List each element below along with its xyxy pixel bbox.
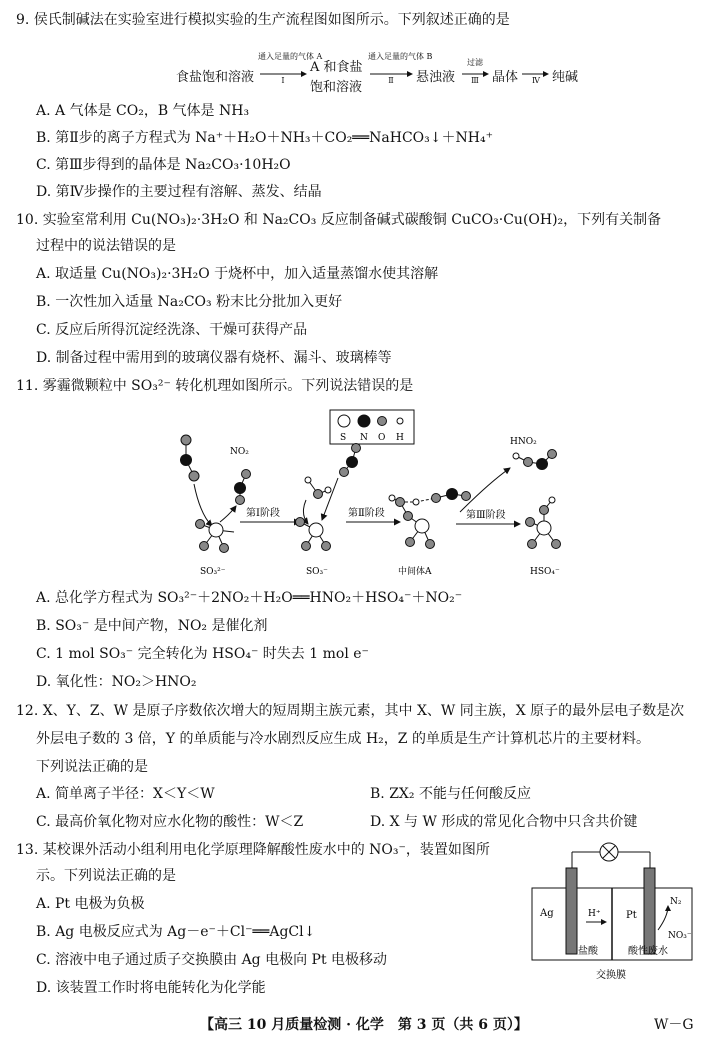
- q12-stem-line2: 外层电子数的 3 倍，Y 的单质能与冷水剧烈反应生成 H₂，Z 的单质是生产计算机芯片的主要材料。: [36, 731, 650, 747]
- label-hso4: HSO₄⁻: [530, 567, 560, 577]
- q11-option-d: D. 氧化性：NO₂＞HNO₂: [36, 674, 197, 690]
- q9-stem: 9. 侯氏制碱法在实验室进行模拟实验的生产流程图如图所示。下列叙述正确的是: [16, 12, 510, 28]
- flow-mid3: 晶体: [492, 70, 519, 85]
- q11-mechanism-diagram: [160, 404, 580, 580]
- flow-arrow3-label: 过滤: [467, 58, 483, 67]
- q9-option-b: B. 第Ⅱ步的离子方程式为 Na⁺＋H₂O＋NH₃＋CO₂══NaHCO₃↓＋NH₄⁺: [36, 130, 493, 146]
- q10-option-d: D. 制备过程中需用到的玻璃仪器有烧杯、漏斗、玻璃棒等: [36, 350, 392, 366]
- flow-mid1-bottom: 饱和溶液: [310, 80, 363, 95]
- legend-h-circle: [397, 418, 403, 424]
- label-stage3: 第Ⅲ阶段: [466, 510, 506, 521]
- q9-option-d: D. 第Ⅳ步操作的主要过程有溶解、蒸发、结晶: [36, 184, 322, 200]
- q11-stem: 11. 雾霾微颗粒中 SO₃²⁻ 转化机理如图所示。下列说法错误的是: [16, 378, 414, 394]
- label-hno2: HNO₂: [510, 437, 537, 447]
- flow-arrows: [176, 52, 579, 100]
- q11-option-b: B. SO₃⁻ 是中间产物，NO₂ 是催化剂: [36, 618, 268, 634]
- legend-h-label: H: [396, 433, 404, 443]
- flow-end: 纯碱: [552, 70, 579, 85]
- legend-n-label: N: [360, 433, 368, 443]
- label-so3-radical: SO₃⁻: [306, 567, 328, 577]
- flow-arrow2-label: 通入足量的气体 B: [368, 52, 433, 61]
- q10-option-b: B. 一次性加入适量 Na₂CO₃ 粉末比分批加入更好: [36, 294, 343, 310]
- no2-molecule-left: [180, 435, 199, 481]
- q13-cell-diagram: [528, 838, 704, 988]
- q10-stem-line1: 10. 实验室常利用 Cu(NO₃)₂·3H₂O 和 Na₂CO₃ 反应制备碱式碳酸铜 CuCO₃·Cu(OH)₂，下列有关制备: [16, 212, 662, 228]
- legend-s-circle: [338, 415, 350, 427]
- label-ag: Ag: [540, 908, 554, 919]
- q10-option-a: A. 取适量 Cu(NO₃)₂·3H₂O 于烧杯中，加入适量蒸馏水使其溶解: [36, 266, 439, 282]
- q10-stem-line2: 过程中的说法错误的是: [36, 238, 176, 254]
- no2-molecule-mid: [340, 444, 361, 477]
- bulb-icon: [600, 843, 618, 861]
- q13-option-c: C. 溶液中电子通过质子交换膜由 Ag 电极向 Pt 电极移动: [36, 952, 388, 968]
- so3-radical-structure: [296, 518, 331, 551]
- label-left-solution: 盐酸: [578, 946, 598, 957]
- q12-stem-line1: 12. X、Y、Z、W 是原子序数依次增大的短周期主族元素，其中 X、W 同主族，X 原子的最外层电子数是次: [16, 703, 685, 719]
- label-no2: NO₂: [230, 447, 249, 457]
- label-intermediate-a: 中间体A: [398, 567, 432, 577]
- label-pt: Pt: [626, 910, 637, 921]
- legend-box: [330, 410, 414, 444]
- q13-option-d: D. 该装置工作时将电能转化为化学能: [36, 980, 266, 996]
- footer-right: W－G: [654, 1017, 694, 1033]
- pt-electrode: [644, 868, 655, 954]
- q11-option-a: A. 总化学方程式为 SO₃²⁻＋2NO₂＋H₂O══HNO₂＋HSO₄⁻＋NO₂⁻: [36, 590, 463, 606]
- label-no3: NO₃⁻: [668, 931, 692, 941]
- q12-option-b: B. ZX₂ 不能与任何酸反应: [370, 786, 531, 802]
- hso4-structure: [526, 497, 561, 549]
- footer-center: 【高三 10 月质量检测 · 化学 第 3 页（共 6 页）】: [200, 1017, 528, 1033]
- legend-o-label: O: [378, 433, 386, 443]
- q12-option-c: C. 最高价氧化物对应水化物的酸性：W＜Z: [36, 814, 304, 830]
- flow-arrow1-label: 通入足量的气体 A: [258, 52, 323, 61]
- so3-2-structure: [196, 520, 235, 553]
- oh-molecule: [305, 477, 331, 499]
- flow-start: 食盐饱和溶液: [176, 70, 255, 85]
- q11-option-c: C. 1 mol SO₃⁻ 完全转化为 HSO₄⁻ 时失去 1 mol e⁻: [36, 646, 369, 662]
- flow-arrow1-step: Ⅰ: [281, 76, 285, 85]
- label-n2: N₂: [670, 897, 682, 907]
- label-stage1: 第Ⅰ阶段: [246, 508, 280, 519]
- flow-mid2: 悬浊液: [416, 70, 456, 85]
- label-membrane: 交换膜: [596, 970, 626, 981]
- ag-electrode: [566, 868, 577, 954]
- q12-option-d: D. X 与 W 形成的常见化合物中只含共价键: [370, 814, 638, 830]
- label-stage2: 第Ⅱ阶段: [348, 508, 385, 519]
- q13-option-b: B. Ag 电极反应式为 Ag－e⁻＋Cl⁻══AgCl↓: [36, 924, 316, 940]
- label-so3-2: SO₃²⁻: [200, 567, 226, 577]
- legend-s-label: S: [340, 433, 347, 443]
- flow-arrow2-step: Ⅱ: [388, 76, 394, 85]
- legend-o-circle: [378, 417, 387, 426]
- q9-flowchart: [176, 52, 579, 100]
- q12-stem-line3: 下列说法正确的是: [36, 759, 148, 775]
- flow-arrow3-step: Ⅲ: [471, 76, 479, 85]
- flow-arrow4-step: Ⅳ: [532, 76, 540, 85]
- q13-option-a: A. Pt 电极为负极: [36, 896, 145, 912]
- label-ion: H⁺: [588, 909, 601, 919]
- legend-n-circle: [358, 415, 370, 427]
- q12-option-a: A. 简单离子半径：X＜Y＜W: [36, 786, 215, 802]
- hno2-molecule: [513, 450, 557, 471]
- q13-stem-line1: 13. 某校课外活动小组利用电化学原理降解酸性废水中的 NO₃⁻，装置如图所: [16, 842, 490, 858]
- q9-option-c: C. 第Ⅲ步得到的晶体是 Na₂CO₃·10H₂O: [36, 157, 291, 173]
- q13-stem-line2: 示。下列说法正确的是: [36, 868, 176, 884]
- flow-mid1-top: A 和食盐: [310, 60, 363, 75]
- q10-option-c: C. 反应后所得沉淀经洗涤、干燥可获得产品: [36, 322, 308, 338]
- label-right-solution: 酸性废水: [628, 946, 668, 957]
- q9-option-a: A. A 气体是 CO₂，B 气体是 NH₃: [36, 103, 250, 119]
- no2-ion-molecule: [234, 470, 251, 505]
- intermediate-a-structure: [389, 488, 471, 549]
